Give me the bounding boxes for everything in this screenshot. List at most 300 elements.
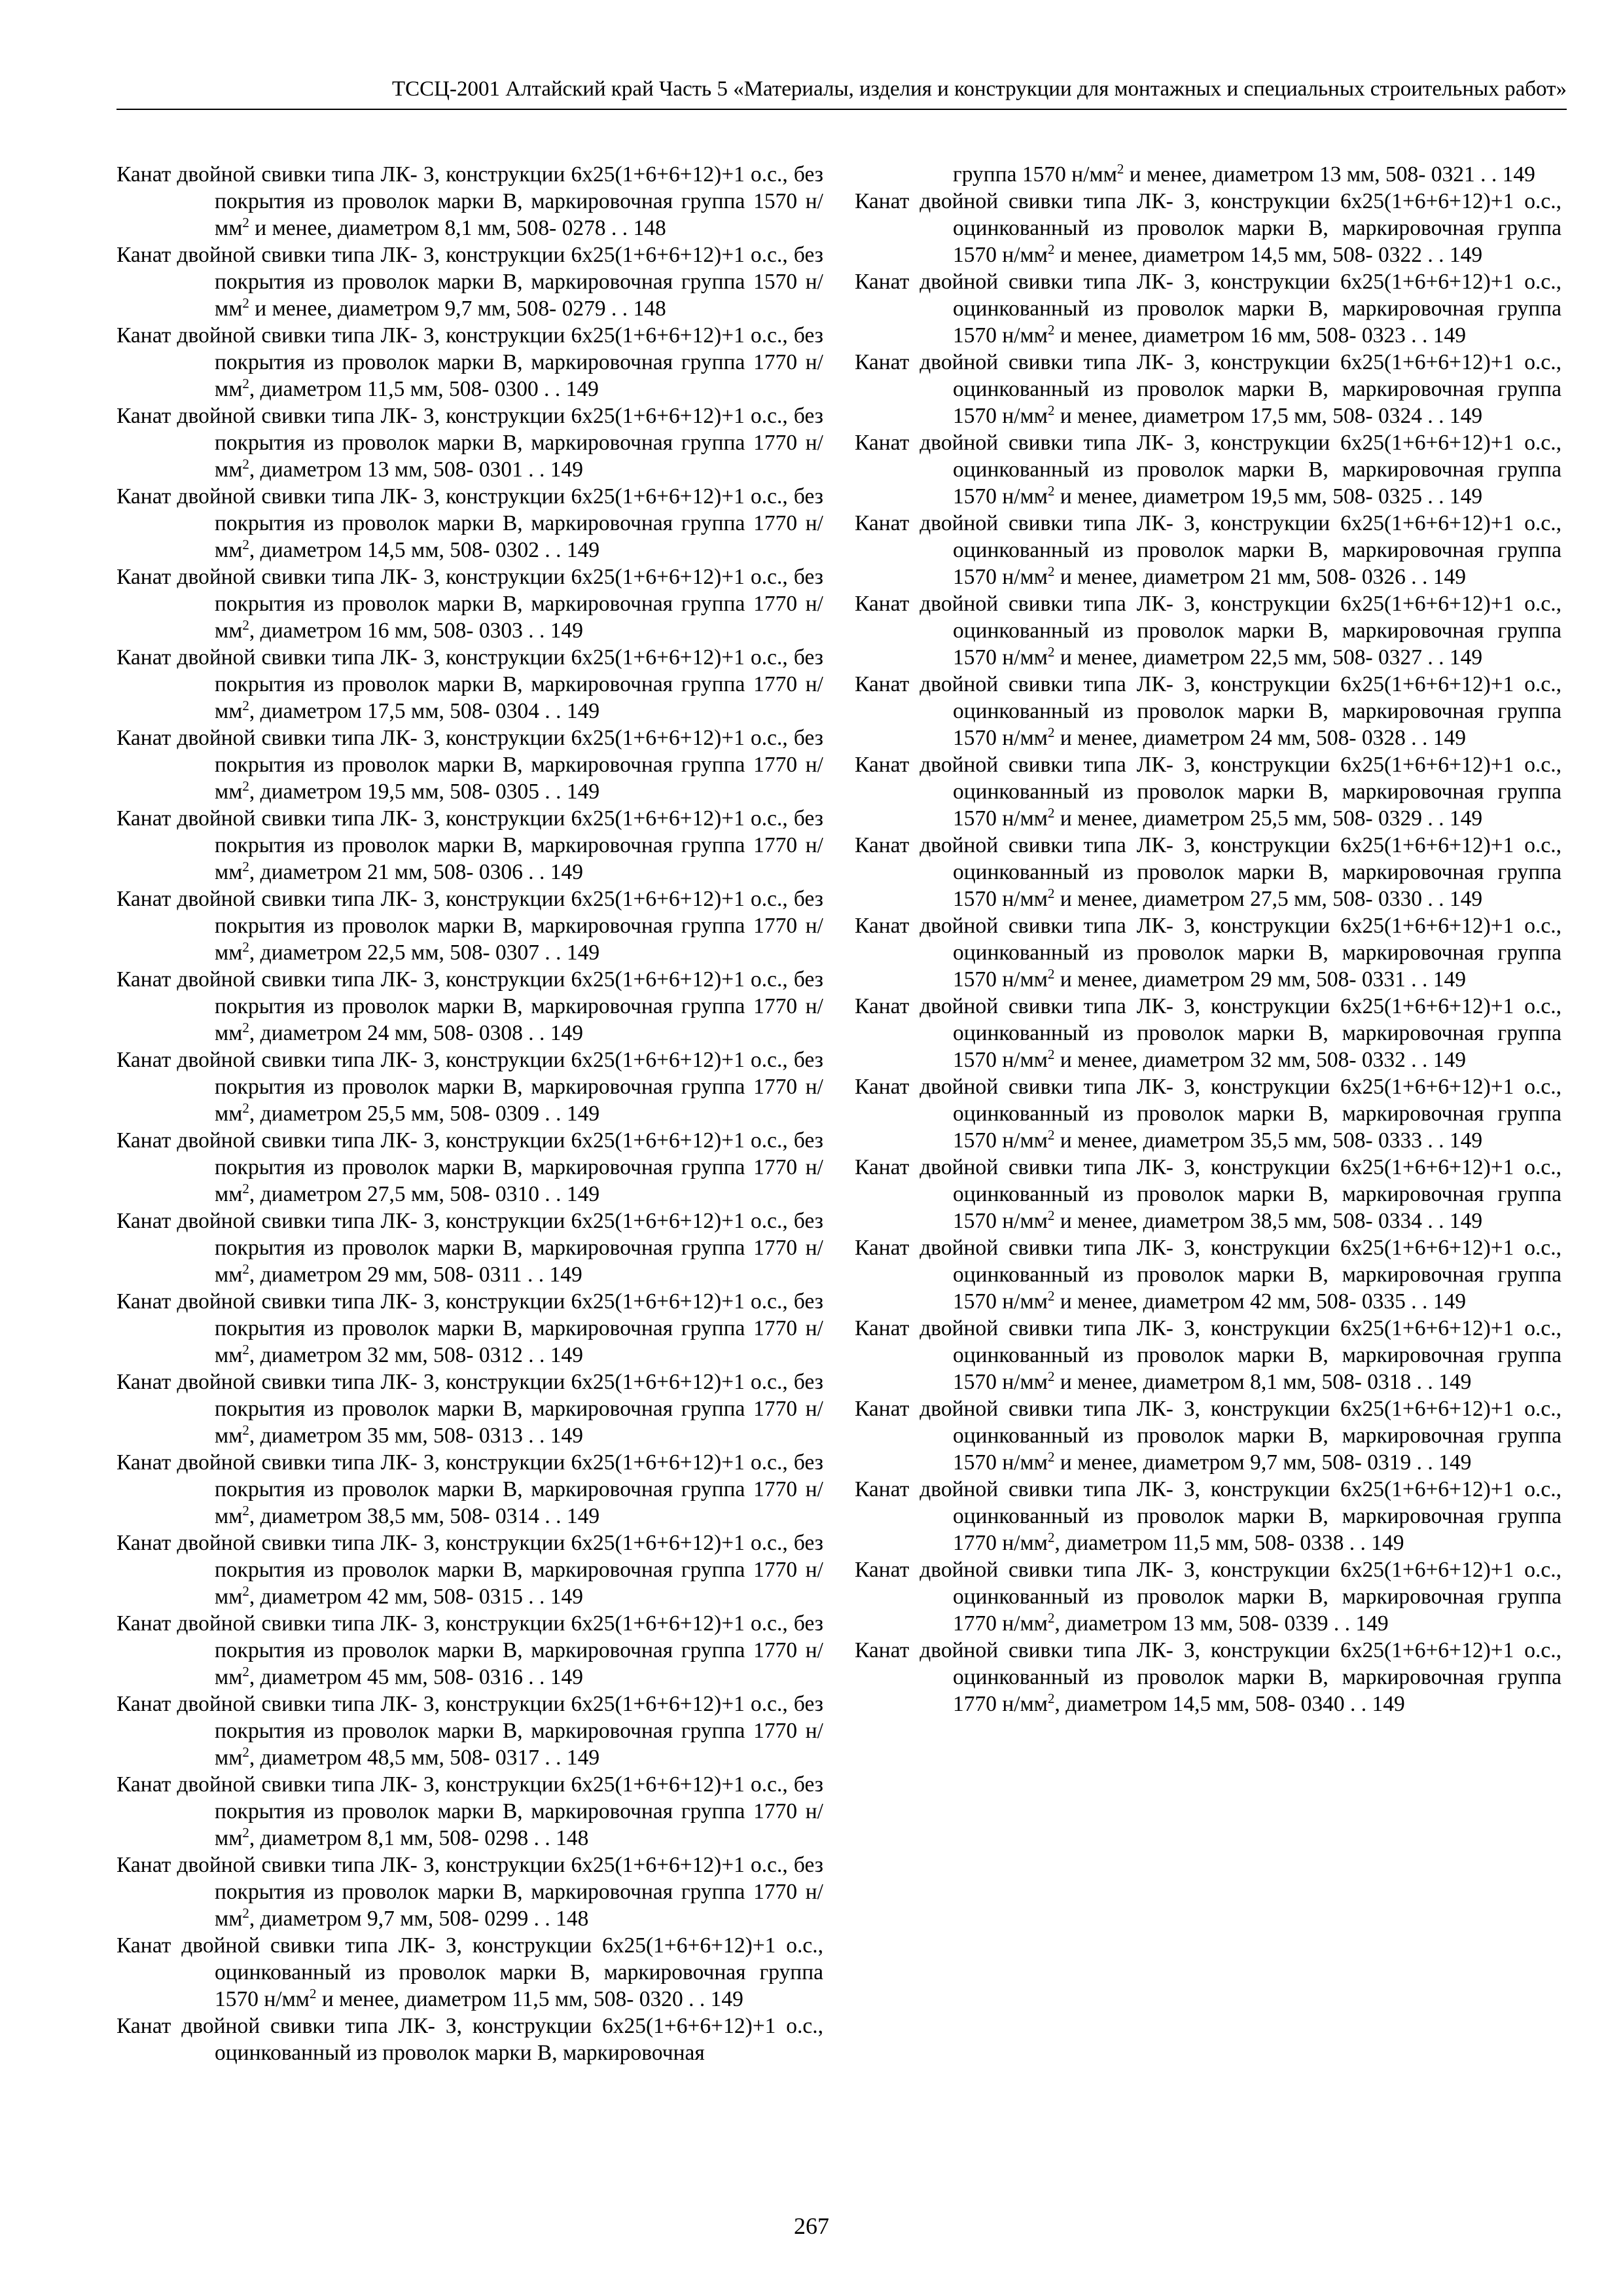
superscript: 2 bbox=[310, 1985, 317, 2001]
entry-page-ref: 149 bbox=[1355, 1611, 1389, 1636]
entry-text: и менее, диаметром 21 мм, 508- 0326 bbox=[1054, 565, 1406, 589]
entry-prefix: Канат двойной свивки типа ЛК- З, конструкции 6х25(1+6+6+12)+1 о.с., bbox=[855, 994, 1561, 1018]
entry-text: оцинкованный из проволок марки В, маркировочная группа 1570 н/мм bbox=[953, 699, 1561, 750]
entry-text: и менее, диаметром 27,5 мм, 508- 0330 bbox=[1054, 887, 1423, 911]
index-entry bbox=[116, 403, 823, 483]
entry-text: и менее, диаметром 22,5 мм, 508- 0327 bbox=[1054, 645, 1423, 670]
superscript: 2 bbox=[242, 1180, 249, 1196]
entry-prefix: Канат двойной свивки типа ЛК- З, конструкции 6х25(1+6+6+12)+1 о.с., bbox=[116, 967, 794, 992]
index-entry bbox=[116, 1127, 823, 1208]
entry-prefix: Канат двойной свивки типа ЛК- З, конструкции 6х25(1+6+6+12)+1 о.с., bbox=[116, 1048, 794, 1072]
dot-leader: . . bbox=[1422, 887, 1450, 911]
dot-leader: . . bbox=[539, 699, 567, 723]
superscript: 2 bbox=[1048, 724, 1055, 740]
index-entry bbox=[855, 349, 1561, 429]
entry-prefix: Канат двойной свивки типа ЛК- З, конструкции 6х25(1+6+6+12)+1 о.с., bbox=[116, 806, 794, 831]
dot-leader: . . bbox=[539, 1182, 567, 1206]
superscript: 2 bbox=[1048, 804, 1055, 821]
entry-page-ref: 149 bbox=[1449, 404, 1483, 428]
page-number: 267 bbox=[794, 2213, 829, 2239]
entry-text: без покрытия из проволок марки В, маркировочная группа 1770 н/мм bbox=[215, 1772, 823, 1850]
index-entry bbox=[855, 671, 1561, 751]
superscript: 2 bbox=[242, 778, 249, 794]
dot-leader: . . bbox=[528, 1907, 556, 1931]
entry-prefix: Канат двойной свивки типа ЛК- З, конструкции 6х25(1+6+6+12)+1 о.с., bbox=[855, 1477, 1561, 1501]
entry-prefix: Канат двойной свивки типа ЛК- З, конструкции 6х25(1+6+6+12)+1 о.с., bbox=[855, 350, 1561, 374]
entry-page-ref: 149 bbox=[550, 1585, 583, 1609]
entry-page-ref: 149 bbox=[550, 457, 583, 482]
dot-leader: . . bbox=[522, 860, 550, 884]
entry-text: без покрытия из проволок марки В, маркировочная группа 1770 н/мм bbox=[215, 1611, 823, 1689]
entry-page-ref: 149 bbox=[1449, 484, 1483, 509]
entry-text: оцинкованный из проволок марки В, маркировочная группа 1570 н/мм bbox=[953, 1182, 1561, 1233]
entry-page-ref: 149 bbox=[566, 1746, 600, 1770]
index-entry bbox=[116, 1610, 823, 1691]
entry-page-ref: 149 bbox=[550, 619, 583, 643]
entry-page-ref: 149 bbox=[1433, 323, 1467, 348]
entry-text: оцинкованный из проволок марки В, маркировочная группа 1570 н/мм bbox=[953, 1021, 1561, 1072]
entry-text: , диаметром 24 мм, 508- 0308 bbox=[249, 1021, 523, 1045]
superscript: 2 bbox=[1048, 1287, 1055, 1304]
superscript: 2 bbox=[242, 1261, 249, 1277]
index-entry bbox=[116, 564, 823, 644]
entry-prefix: Канат двойной свивки типа ЛК- З, конструкции 6х25(1+6+6+12)+1 о.с., bbox=[116, 162, 794, 187]
entry-text: без покрытия из проволок марки В, маркировочная группа 1770 н/мм bbox=[215, 404, 823, 482]
entry-text: без покрытия из проволок марки В, маркировочная группа 1770 н/мм bbox=[215, 1450, 823, 1528]
dot-leader: . . bbox=[1344, 1531, 1372, 1555]
entry-text: , диаметром 38,5 мм, 508- 0314 bbox=[249, 1504, 539, 1528]
entry-text: без покрытия из проволок марки В, маркировочная группа 1570 н/мм bbox=[215, 243, 823, 321]
entry-page-ref: 149 bbox=[1433, 565, 1467, 589]
running-header: ТССЦ-2001 Алтайский край Часть 5 «Материалы, изделия и конструкции для монтажных и специальных строительных работ» bbox=[116, 73, 1567, 110]
entry-text: , диаметром 13 мм, 508- 0339 bbox=[1054, 1611, 1329, 1636]
entry-prefix: Канат двойной свивки типа ЛК- З, конструкции 6х25(1+6+6+12)+1 о.с., bbox=[116, 1128, 794, 1153]
dot-leader: . . bbox=[1422, 404, 1450, 428]
dot-leader: . . bbox=[539, 1746, 567, 1770]
superscript: 2 bbox=[242, 536, 249, 552]
index-entry bbox=[855, 1476, 1561, 1556]
index-entry bbox=[116, 1208, 823, 1288]
dot-leader: . . bbox=[522, 457, 550, 482]
entry-prefix: Канат двойной свивки типа ЛК- З, конструкции 6х25(1+6+6+12)+1 о.с., bbox=[855, 1236, 1561, 1260]
entry-prefix: Канат двойной свивки типа ЛК- З, конструкции 6х25(1+6+6+12)+1 о.с., bbox=[116, 1450, 794, 1475]
dot-leader: . . bbox=[1422, 1128, 1450, 1153]
entry-page-ref: 149 bbox=[566, 941, 600, 965]
index-entry bbox=[855, 1234, 1561, 1315]
superscript: 2 bbox=[242, 1422, 249, 1438]
entry-page-ref: 149 bbox=[1433, 1289, 1467, 1314]
index-entry bbox=[855, 1315, 1561, 1395]
dot-leader: . . bbox=[1411, 1370, 1439, 1394]
superscript: 2 bbox=[1048, 1609, 1055, 1626]
entry-page-ref: 149 bbox=[1449, 1128, 1483, 1153]
dot-leader: . . bbox=[1474, 162, 1503, 187]
index-entry bbox=[116, 1852, 823, 1932]
entry-text: без покрытия из проволок марки В, маркировочная группа 1770 н/мм bbox=[215, 1853, 823, 1931]
index-entry bbox=[855, 993, 1561, 1073]
entry-prefix: Канат двойной свивки типа ЛК- З, конструкции 6х25(1+6+6+12)+1 о.с., bbox=[116, 1692, 794, 1716]
superscript: 2 bbox=[242, 1019, 249, 1035]
superscript: 2 bbox=[242, 697, 249, 713]
superscript: 2 bbox=[242, 1100, 249, 1116]
entry-text: и менее, диаметром 25,5 мм, 508- 0329 bbox=[1054, 806, 1423, 831]
index-entry bbox=[116, 161, 823, 242]
superscript: 2 bbox=[242, 1341, 249, 1357]
entry-prefix: Канат двойной свивки типа ЛК- З, конструкции 6х25(1+6+6+12)+1 о.с., bbox=[855, 592, 1561, 616]
index-entry bbox=[116, 644, 823, 725]
dot-leader: . . bbox=[522, 1585, 550, 1609]
dot-leader: . . bbox=[1405, 726, 1433, 750]
entry-text: , диаметром 11,5 мм, 508- 0300 bbox=[249, 377, 539, 401]
entry-page-ref: 149 bbox=[1438, 1450, 1472, 1475]
dot-leader: . . bbox=[1405, 1048, 1433, 1072]
entry-page-ref: 149 bbox=[1502, 162, 1535, 187]
superscript: 2 bbox=[1048, 241, 1055, 257]
entry-page-ref: 149 bbox=[710, 1987, 743, 2011]
entry-page-ref: 149 bbox=[1371, 1531, 1404, 1555]
index-entry bbox=[116, 805, 823, 886]
superscript: 2 bbox=[1048, 1046, 1055, 1062]
index-entry bbox=[855, 832, 1561, 912]
entry-prefix: Канат двойной свивки типа ЛК- З, конструкции 6х25(1+6+6+12)+1 о.с., bbox=[855, 1316, 1561, 1340]
superscript: 2 bbox=[1048, 1529, 1055, 1545]
entry-prefix: Канат двойной свивки типа ЛК- З, конструкции 6х25(1+6+6+12)+1 о.с., bbox=[116, 243, 794, 267]
dot-leader: . . bbox=[539, 941, 567, 965]
index-entry bbox=[116, 1691, 823, 1771]
dot-leader: . . bbox=[605, 296, 633, 321]
index-column-left bbox=[116, 161, 823, 2066]
index-entry bbox=[855, 1395, 1561, 1476]
entry-text: и менее, диаметром 24 мм, 508- 0328 bbox=[1054, 726, 1406, 750]
superscript: 2 bbox=[1048, 965, 1055, 982]
entry-text: оцинкованный из проволок марки В, маркировочная группа 1570 н/мм bbox=[953, 457, 1561, 509]
entry-text: , диаметром 42 мм, 508- 0315 bbox=[249, 1585, 523, 1609]
dot-leader: . . bbox=[1422, 645, 1450, 670]
superscript: 2 bbox=[242, 295, 249, 311]
entry-text: оцинкованный из проволок марки В, маркировочная группа 1770 н/мм bbox=[953, 1585, 1561, 1636]
entry-text: и менее, диаметром 11,5 мм, 508- 0320 bbox=[316, 1987, 683, 2011]
entry-prefix: Канат двойной свивки типа ЛК- З, конструкции 6х25(1+6+6+12)+1 о.с., bbox=[855, 270, 1561, 294]
superscript: 2 bbox=[242, 456, 249, 472]
entry-page-ref: 149 bbox=[1433, 1048, 1467, 1072]
entry-text: и менее, диаметром 9,7 мм, 508- 0319 bbox=[1054, 1450, 1412, 1475]
dot-leader: . . bbox=[538, 377, 566, 401]
entry-text: и менее, диаметром 42 мм, 508- 0335 bbox=[1054, 1289, 1406, 1314]
entry-page-ref: 148 bbox=[556, 1907, 589, 1931]
superscript: 2 bbox=[1048, 321, 1055, 338]
superscript: 2 bbox=[242, 1663, 249, 1679]
index-entry bbox=[116, 1288, 823, 1369]
entry-page-ref: 148 bbox=[633, 296, 666, 321]
entry-text: без покрытия из проволок марки В, маркировочная группа 1770 н/мм bbox=[215, 1692, 823, 1770]
index-entry bbox=[855, 912, 1561, 993]
entry-text: оцинкованный из проволок марки В, маркировочная группа 1570 н/мм bbox=[953, 941, 1561, 992]
entry-text: , диаметром 17,5 мм, 508- 0304 bbox=[249, 699, 539, 723]
entry-text: оцинкованный из проволок марки В, маркировочная группа 1770 н/мм bbox=[953, 1665, 1561, 1716]
entry-page-ref: 149 bbox=[1433, 726, 1467, 750]
entry-page-ref: 149 bbox=[566, 780, 600, 804]
index-entry bbox=[855, 188, 1561, 268]
entry-text: без покрытия из проволок марки В, маркировочная группа 1770 н/мм bbox=[215, 967, 823, 1045]
index-entry bbox=[116, 1047, 823, 1127]
entry-prefix: Канат двойной свивки типа ЛК- З, конструкции 6х25(1+6+6+12)+1 о.с., bbox=[116, 1209, 794, 1233]
entry-prefix: Канат двойной свивки типа ЛК- З, конструкции 6х25(1+6+6+12)+1 о.с., bbox=[116, 645, 794, 670]
entry-prefix: Канат двойной свивки типа ЛК- З, конструкции 6х25(1+6+6+12)+1 о.с., bbox=[116, 1933, 823, 1958]
dot-leader: . . bbox=[1405, 967, 1433, 992]
entry-text: оцинкованный из проволок марки В, маркировочная группа 1770 н/мм bbox=[953, 1504, 1561, 1555]
entry-text: и менее, диаметром 16 мм, 508- 0323 bbox=[1054, 323, 1406, 348]
entry-prefix: Канат двойной свивки типа ЛК- З, конструкции 6х25(1+6+6+12)+1 о.с., bbox=[855, 189, 1561, 213]
entry-text: , диаметром 13 мм, 508- 0301 bbox=[249, 457, 523, 482]
entry-text: без покрытия из проволок марки В, маркировочная группа 1770 н/мм bbox=[215, 1531, 823, 1609]
entry-page-ref: 149 bbox=[565, 377, 599, 401]
entry-text: , диаметром 21 мм, 508- 0306 bbox=[249, 860, 523, 884]
entry-prefix: Канат двойной свивки типа ЛК- З, конструкции 6х25(1+6+6+12)+1 о.с., bbox=[116, 484, 794, 509]
superscript: 2 bbox=[242, 939, 249, 955]
entry-text: без покрытия из проволок марки В, маркировочная группа 1770 н/мм bbox=[215, 1128, 823, 1206]
entry-page-ref: 149 bbox=[1449, 887, 1483, 911]
entry-text: оцинкованный из проволок марки В, маркировочная группа 1570 н/мм bbox=[215, 1960, 823, 2011]
entry-prefix: Канат двойной свивки типа ЛК- З, конструкции 6х25(1+6+6+12)+1 о.с., bbox=[116, 1531, 794, 1555]
entry-text: и менее, диаметром 14,5 мм, 508- 0322 bbox=[1054, 243, 1423, 267]
superscript: 2 bbox=[242, 375, 249, 391]
entry-text: группа 1570 н/мм bbox=[953, 162, 1117, 187]
entry-text: оцинкованный из проволок марки В, маркировочная группа 1570 н/мм bbox=[953, 216, 1561, 267]
entry-prefix: Канат двойной свивки типа ЛК- З, конструкции 6х25(1+6+6+12)+1 о.с., bbox=[116, 2014, 823, 2038]
entry-text: оцинкованный из проволок марки В, маркировочная группа 1570 н/мм bbox=[953, 538, 1561, 589]
entry-prefix: Канат двойной свивки типа ЛК- З, конструкции 6х25(1+6+6+12)+1 о.с., bbox=[116, 323, 794, 348]
entry-text: без покрытия из проволок марки В, маркировочная группа 1770 н/мм bbox=[215, 323, 823, 401]
entry-prefix: Канат двойной свивки типа ЛК- З, конструкции 6х25(1+6+6+12)+1 о.с., bbox=[116, 1611, 794, 1636]
entry-text: и менее, диаметром 8,1 мм, 508- 0318 bbox=[1054, 1370, 1412, 1394]
entry-text: без покрытия из проволок марки В, маркировочная группа 1770 н/мм bbox=[215, 484, 823, 562]
entry-text: оцинкованный из проволок марки В, маркировочная группа 1570 н/мм bbox=[953, 296, 1561, 348]
entry-text: и менее, диаметром 13 мм, 508- 0321 bbox=[1124, 162, 1475, 187]
entry-prefix: Канат двойной свивки типа ЛК- З, конструкции 6х25(1+6+6+12)+1 о.с., bbox=[855, 833, 1561, 857]
superscript: 2 bbox=[1048, 885, 1055, 901]
entry-text: и менее, диаметром 9,7 мм, 508- 0279 bbox=[249, 296, 606, 321]
superscript: 2 bbox=[1048, 1207, 1055, 1223]
entry-prefix: Канат двойной свивки типа ЛК- З, конструкции 6х25(1+6+6+12)+1 о.с., bbox=[116, 565, 794, 589]
entry-text: оцинкованный из проволок марки В, маркировочная группа 1570 н/мм bbox=[953, 780, 1561, 831]
entry-text: без покрытия из проволок марки В, маркировочная группа 1770 н/мм bbox=[215, 726, 823, 804]
entry-text: без покрытия из проволок марки В, маркировочная группа 1770 н/мм bbox=[215, 565, 823, 643]
dot-leader: . . bbox=[539, 780, 567, 804]
entry-text: без покрытия из проволок марки В, маркировочная группа 1770 н/мм bbox=[215, 887, 823, 965]
entry-text: оцинкованный из проволок марки В, маркировочная группа 1570 н/мм bbox=[953, 619, 1561, 670]
entry-text: оцинкованный из проволок марки В, маркировочная группа 1570 н/мм bbox=[953, 377, 1561, 428]
entry-text: без покрытия из проволок марки В, маркировочная группа 1770 н/мм bbox=[215, 1209, 823, 1287]
entry-prefix: Канат двойной свивки типа ЛК- З, конструкции 6х25(1+6+6+12)+1 о.с., bbox=[855, 511, 1561, 535]
entry-prefix: Канат двойной свивки типа ЛК- З, конструкции 6х25(1+6+6+12)+1 о.с., bbox=[855, 1155, 1561, 1179]
entry-text: и менее, диаметром 8,1 мм, 508- 0278 bbox=[249, 216, 606, 240]
index-entry bbox=[116, 725, 823, 805]
entry-page-ref: 149 bbox=[1449, 806, 1483, 831]
dot-leader: . . bbox=[1405, 1289, 1433, 1314]
superscript: 2 bbox=[1048, 643, 1055, 660]
index-entry bbox=[116, 242, 823, 322]
superscript: 2 bbox=[242, 1744, 249, 1760]
entry-text: оцинкованный из проволок марки В, маркировочная группа 1570 н/мм bbox=[953, 1263, 1561, 1314]
dot-leader: . . bbox=[522, 1263, 550, 1287]
index-entry bbox=[855, 268, 1561, 349]
superscript: 2 bbox=[1048, 482, 1055, 499]
entry-text: , диаметром 25,5 мм, 508- 0309 bbox=[249, 1102, 539, 1126]
dot-leader: . . bbox=[605, 216, 633, 240]
entry-text: , диаметром 29 мм, 508- 0311 bbox=[249, 1263, 522, 1287]
entry-prefix: Канат двойной свивки типа ЛК- З, конструкции 6х25(1+6+6+12)+1 о.с., bbox=[855, 431, 1561, 455]
dot-leader: . . bbox=[1405, 323, 1433, 348]
entry-prefix: Канат двойной свивки типа ЛК- З, конструкции 6х25(1+6+6+12)+1 о.с., bbox=[116, 404, 794, 428]
superscript: 2 bbox=[1116, 160, 1124, 177]
entry-page-ref: 149 bbox=[550, 860, 583, 884]
index-entry bbox=[116, 483, 823, 564]
entry-text: без покрытия из проволок марки В, маркировочная группа 1770 н/мм bbox=[215, 1048, 823, 1126]
entry-text: оцинкованный из проволок марки В, маркировочная bbox=[215, 2041, 705, 2065]
entry-text: без покрытия из проволок марки В, маркировочная группа 1770 н/мм bbox=[215, 1289, 823, 1367]
entry-prefix: Канат двойной свивки типа ЛК- З, конструкции 6х25(1+6+6+12)+1 о.с., bbox=[116, 887, 794, 911]
entry-prefix: Канат двойной свивки типа ЛК- З, конструкции 6х25(1+6+6+12)+1 о.с., bbox=[116, 1370, 794, 1394]
entry-page-ref: 148 bbox=[633, 216, 666, 240]
entry-prefix: Канат двойной свивки типа ЛК- З, конструкции 6х25(1+6+6+12)+1 о.с., bbox=[116, 1289, 794, 1314]
entry-text: , диаметром 14,5 мм, 508- 0302 bbox=[249, 538, 539, 562]
index-entry bbox=[116, 1369, 823, 1449]
entry-text: , диаметром 9,7 мм, 508- 0299 bbox=[249, 1907, 529, 1931]
entry-text: оцинкованный из проволок марки В, маркировочная группа 1570 н/мм bbox=[953, 1102, 1561, 1153]
entry-prefix: Канат двойной свивки типа ЛК- З, конструкции 6х25(1+6+6+12)+1 о.с., bbox=[855, 1558, 1561, 1582]
entry-text: , диаметром 32 мм, 508- 0312 bbox=[249, 1343, 523, 1367]
dot-leader: . . bbox=[528, 1826, 556, 1850]
entry-text: , диаметром 16 мм, 508- 0303 bbox=[249, 619, 523, 643]
entry-prefix: Канат двойной свивки типа ЛК- З, конструкции 6х25(1+6+6+12)+1 о.с., bbox=[855, 1397, 1561, 1421]
index-entry bbox=[855, 1637, 1561, 1717]
entry-prefix: Канат двойной свивки типа ЛК- З, конструкции 6х25(1+6+6+12)+1 о.с., bbox=[855, 1075, 1561, 1099]
dot-leader: . . bbox=[522, 1424, 550, 1448]
dot-leader: . . bbox=[522, 1665, 550, 1689]
index-entry bbox=[116, 886, 823, 966]
entry-text: оцинкованный из проволок марки В, маркировочная группа 1570 н/мм bbox=[953, 860, 1561, 911]
entry-text: без покрытия из проволок марки В, маркировочная группа 1770 н/мм bbox=[215, 1370, 823, 1448]
index-entry bbox=[116, 1530, 823, 1610]
entry-page-ref: 149 bbox=[1449, 645, 1483, 670]
superscript: 2 bbox=[1048, 1368, 1055, 1384]
superscript: 2 bbox=[1048, 1126, 1055, 1143]
index-entry bbox=[116, 1771, 823, 1852]
dot-leader: . . bbox=[522, 619, 550, 643]
index-entry bbox=[855, 1556, 1561, 1637]
dot-leader: . . bbox=[1411, 1450, 1439, 1475]
entry-text: и менее, диаметром 38,5 мм, 508- 0334 bbox=[1054, 1209, 1423, 1233]
superscript: 2 bbox=[1048, 1448, 1055, 1465]
entry-page-ref: 149 bbox=[550, 1343, 583, 1367]
entry-text: и менее, диаметром 32 мм, 508- 0332 bbox=[1054, 1048, 1406, 1072]
index-entry bbox=[855, 1073, 1561, 1154]
entry-page-ref: 149 bbox=[550, 1665, 583, 1689]
entry-text: оцинкованный из проволок марки В, маркировочная группа 1570 н/мм bbox=[953, 1424, 1561, 1475]
superscript: 2 bbox=[1048, 563, 1055, 579]
entry-text: без покрытия из проволок марки В, маркировочная группа 1570 н/мм bbox=[215, 162, 823, 240]
entry-page-ref: 149 bbox=[1449, 1209, 1483, 1233]
superscript: 2 bbox=[242, 1502, 249, 1518]
index-entry bbox=[116, 1932, 823, 2013]
entry-text: оцинкованный из проволок марки В, маркировочная группа 1570 н/мм bbox=[953, 1343, 1561, 1394]
index-entry bbox=[855, 161, 1561, 188]
entry-page-ref: 149 bbox=[549, 1263, 582, 1287]
entry-prefix: Канат двойной свивки типа ЛК- З, конструкции 6х25(1+6+6+12)+1 о.с., bbox=[855, 914, 1561, 938]
entry-text: , диаметром 8,1 мм, 508- 0298 bbox=[249, 1826, 529, 1850]
index-entry bbox=[855, 590, 1561, 671]
entry-text: и менее, диаметром 29 мм, 508- 0331 bbox=[1054, 967, 1406, 992]
entry-page-ref: 149 bbox=[566, 1102, 600, 1126]
superscript: 2 bbox=[242, 858, 249, 874]
index-entry bbox=[855, 510, 1561, 590]
entry-text: , диаметром 27,5 мм, 508- 0310 bbox=[249, 1182, 539, 1206]
entry-text: и менее, диаметром 35,5 мм, 508- 0333 bbox=[1054, 1128, 1423, 1153]
dot-leader: . . bbox=[522, 1343, 550, 1367]
entry-page-ref: 149 bbox=[1438, 1370, 1472, 1394]
entry-text: , диаметром 19,5 мм, 508- 0305 bbox=[249, 780, 539, 804]
superscript: 2 bbox=[242, 1905, 249, 1921]
entry-text: , диаметром 48,5 мм, 508- 0317 bbox=[249, 1746, 539, 1770]
entry-text: , диаметром 11,5 мм, 508- 0338 bbox=[1054, 1531, 1344, 1555]
entry-prefix: Канат двойной свивки типа ЛК- З, конструкции 6х25(1+6+6+12)+1 о.с., bbox=[116, 1853, 794, 1877]
superscript: 2 bbox=[1048, 402, 1055, 418]
index-column-right bbox=[855, 161, 1561, 1717]
entry-page-ref: 149 bbox=[566, 1504, 600, 1528]
index-entry bbox=[855, 1154, 1561, 1234]
entry-page-ref: 149 bbox=[1433, 967, 1467, 992]
entry-text: без покрытия из проволок марки В, маркировочная группа 1770 н/мм bbox=[215, 806, 823, 884]
entry-page-ref: 149 bbox=[550, 1021, 583, 1045]
dot-leader: . . bbox=[1422, 1209, 1450, 1233]
dot-leader: . . bbox=[1422, 484, 1450, 509]
superscript: 2 bbox=[242, 1824, 249, 1840]
entry-page-ref: 149 bbox=[566, 1182, 600, 1206]
dot-leader: . . bbox=[522, 1021, 550, 1045]
dot-leader: . . bbox=[1344, 1692, 1372, 1716]
entry-prefix: Канат двойной свивки типа ЛК- З, конструкции 6х25(1+6+6+12)+1 о.с., bbox=[855, 1638, 1561, 1662]
index-entry bbox=[116, 322, 823, 403]
entry-text: , диаметром 35 мм, 508- 0313 bbox=[249, 1424, 523, 1448]
index-entry bbox=[855, 751, 1561, 832]
entry-prefix: Канат двойной свивки типа ЛК- З, конструкции 6х25(1+6+6+12)+1 о.с., bbox=[855, 753, 1561, 777]
entry-text: , диаметром 14,5 мм, 508- 0340 bbox=[1054, 1692, 1345, 1716]
entry-text: и менее, диаметром 19,5 мм, 508- 0325 bbox=[1054, 484, 1423, 509]
entry-page-ref: 149 bbox=[566, 538, 600, 562]
index-entry bbox=[116, 1449, 823, 1530]
dot-leader: . . bbox=[1405, 565, 1433, 589]
superscript: 2 bbox=[1048, 1690, 1055, 1706]
dot-leader: . . bbox=[1422, 806, 1450, 831]
entry-text: без покрытия из проволок марки В, маркировочная группа 1770 н/мм bbox=[215, 645, 823, 723]
entry-page-ref: 149 bbox=[566, 699, 600, 723]
entry-page-ref: 149 bbox=[550, 1424, 583, 1448]
dot-leader: . . bbox=[539, 1102, 567, 1126]
entry-page-ref: 149 bbox=[1449, 243, 1483, 267]
entry-text: и менее, диаметром 17,5 мм, 508- 0324 bbox=[1054, 404, 1423, 428]
index-entry bbox=[855, 429, 1561, 510]
entry-prefix: Канат двойной свивки типа ЛК- З, конструкции 6х25(1+6+6+12)+1 о.с., bbox=[116, 726, 794, 750]
dot-leader: . . bbox=[539, 1504, 567, 1528]
superscript: 2 bbox=[242, 617, 249, 633]
index-entry bbox=[116, 2013, 823, 2066]
dot-leader: . . bbox=[539, 538, 567, 562]
entry-page-ref: 148 bbox=[556, 1826, 589, 1850]
entry-prefix: Канат двойной свивки типа ЛК- З, конструкции 6х25(1+6+6+12)+1 о.с., bbox=[855, 672, 1561, 696]
entry-page-ref: 149 bbox=[1372, 1692, 1405, 1716]
superscript: 2 bbox=[242, 214, 249, 230]
dot-leader: . . bbox=[1328, 1611, 1356, 1636]
